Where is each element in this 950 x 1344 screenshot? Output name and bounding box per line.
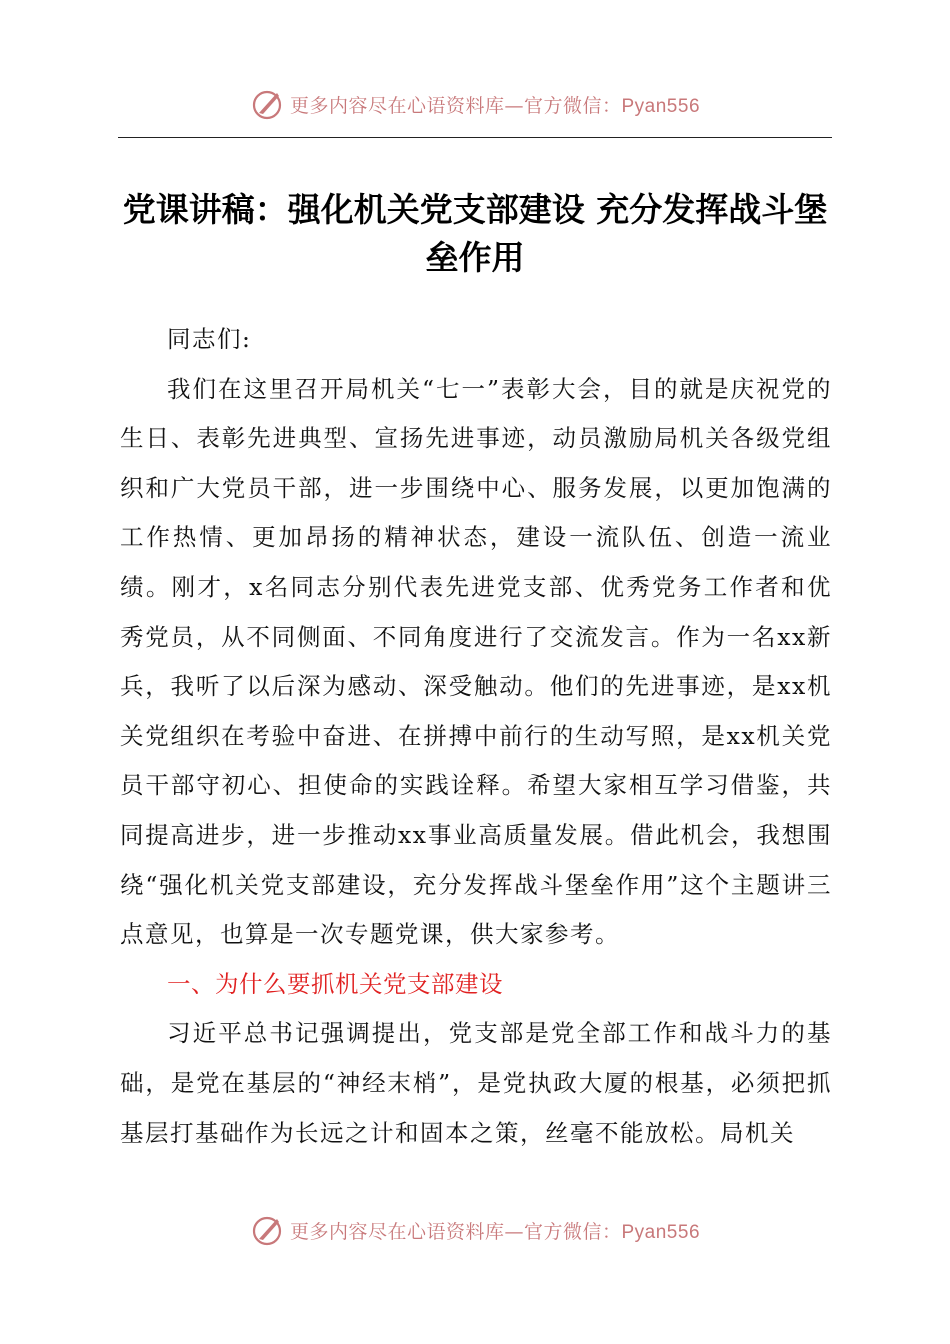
watermark-label: 更多内容尽在心语资料库—官方微信： xyxy=(289,1220,622,1243)
header-watermark xyxy=(0,84,950,124)
watermark-wechat-id: Pyan556 xyxy=(621,95,701,117)
quill-logo-icon xyxy=(250,86,286,122)
greeting: 同志们: xyxy=(167,325,252,353)
watermark-text xyxy=(290,91,700,118)
document-title: 党课讲稿：强化机关党支部建设 充分发挥战斗堡垒作用 xyxy=(122,190,828,277)
header-divider xyxy=(118,137,832,138)
section-heading-1: 一、为什么要抓机关党支部建设 xyxy=(167,969,503,998)
paragraph-2: 习近平总书记强调提出，党支部是党全部工作和战斗力的基础，是党在基层的“神经末梢”，是党执政大厦的根基，必须把抓基层打基础作为长远之计和固本之策，丝毫不能放松。局机关 xyxy=(120,1019,832,1147)
quill-logo-icon xyxy=(250,1212,286,1248)
watermark-label: 更多内容尽在心语资料库—官方微信： xyxy=(289,94,622,117)
footer-watermark xyxy=(0,1210,950,1250)
paragraph-1: 我们在这里召开局机关“七一”表彰大会，目的就是庆祝党的生日、表彰先进典型、宣扬先进事迹，动员激励局机关各级党组织和广大党员干部，进一步围绕中心、服务发展，以更加饱满的工作热情、更加昂扬的精神状态，建设一流队伍、创造一流业绩。刚才，x名同志分别代表先进党支部、优秀党务工作者和优秀党员，从不同侧面、不同角度进行了交流发言。作为一名xx新兵，我听了以后深为感动、深受触动。他们的先进事迹，是xx机关党组织在考验中奋进、在拼搏中前行的生动写照，是xx机关党员干部守初心、担使命的实践诠释。希望大家相互学习借鉴，共同提高进步，进一步推动xx事业高质量发展。借此机会，我想围绕“强化机关党支部建设，充分发挥战斗堡垒作用”这个主题讲三点意见，也算是一次专题党课，供大家参考。 xyxy=(120,374,832,949)
document-body xyxy=(120,315,832,1158)
watermark-wechat-id: Pyan556 xyxy=(621,1221,701,1243)
watermark-text xyxy=(290,1217,700,1244)
